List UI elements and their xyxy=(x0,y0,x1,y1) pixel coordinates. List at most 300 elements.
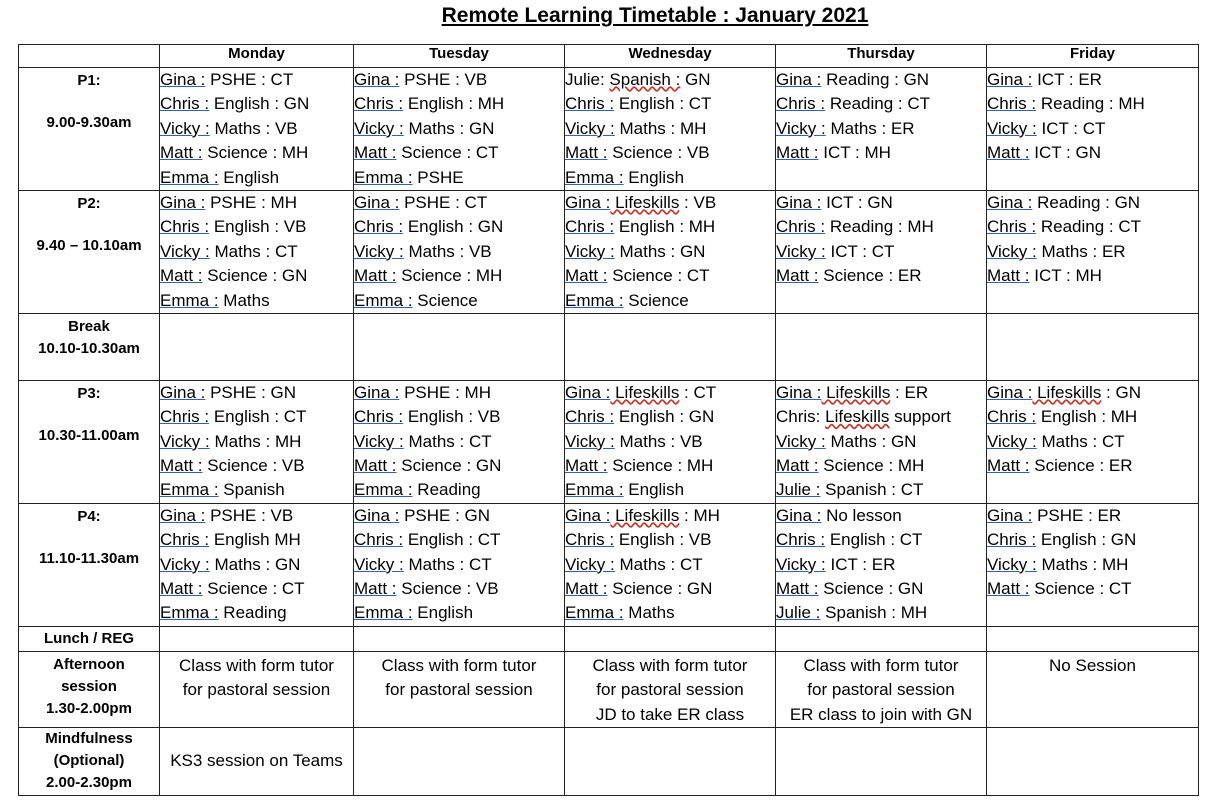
student-name: Chris : xyxy=(987,217,1037,237)
lesson-detail: Maths : CT xyxy=(209,241,298,261)
lesson-entry xyxy=(987,381,1198,405)
student-name: Gina : xyxy=(160,70,206,89)
lesson-entry xyxy=(776,68,986,92)
lesson-cell-thursday xyxy=(776,503,987,626)
lesson-entry xyxy=(565,405,775,429)
lesson-detail: English : CT xyxy=(825,530,923,550)
student-name: Matt : xyxy=(565,143,608,163)
break-label xyxy=(19,313,160,380)
period-label xyxy=(19,68,160,191)
lesson-entry xyxy=(776,601,986,625)
student-name: Gina : xyxy=(776,505,822,525)
subject-text: Spanish : xyxy=(609,70,681,89)
lesson-detail: PSHE : VB xyxy=(399,70,488,89)
lesson-entry xyxy=(776,430,986,454)
lesson-entry xyxy=(160,577,353,601)
afternoon-text: Class with form tutor xyxy=(179,655,334,675)
lesson-entry xyxy=(987,117,1198,141)
break-title: Break xyxy=(68,317,110,335)
lunch-row xyxy=(19,626,1199,651)
lesson-cell-tuesday xyxy=(354,380,565,503)
lesson-detail: PSHE : MH xyxy=(399,382,491,402)
mindfulness-row xyxy=(19,728,1199,796)
student-name: Vicky : xyxy=(160,118,210,138)
student-name: Matt : xyxy=(987,143,1030,163)
lesson-detail: English xyxy=(623,480,685,500)
student-name: Vicky : xyxy=(354,118,404,138)
student-name: Emma : xyxy=(354,480,413,500)
lesson-detail: Reading xyxy=(218,603,287,623)
student-name: Chris : xyxy=(565,530,615,550)
lesson-entry xyxy=(354,117,564,141)
break-row xyxy=(19,313,1199,380)
student-name: Vicky : xyxy=(987,118,1037,138)
lesson-detail: ICT : GN xyxy=(1029,143,1101,163)
lesson-entry xyxy=(160,528,353,552)
student-name: Matt : xyxy=(776,456,819,476)
period-name: P3: xyxy=(77,384,101,402)
student-name: Julie : xyxy=(776,480,821,500)
lesson-entry xyxy=(776,264,986,288)
lesson-entry xyxy=(565,504,775,528)
lesson-detail: Maths : ER xyxy=(1036,241,1126,261)
student-name: Vicky : xyxy=(354,554,404,574)
student-name: Gina : xyxy=(354,192,400,212)
lesson-entry xyxy=(354,240,564,264)
lesson-entry xyxy=(776,381,986,405)
lesson-detail: Science : MH xyxy=(396,266,503,286)
lesson-entry xyxy=(160,381,353,405)
lesson-detail: : VB xyxy=(679,192,717,212)
lesson-entry xyxy=(160,601,353,625)
afternoon-text: Class with form tutor xyxy=(803,655,959,675)
subject-text: Lifeskills xyxy=(1032,382,1102,402)
lesson-entry xyxy=(354,454,564,478)
student-name: Gina : xyxy=(987,382,1033,402)
lesson-cell-monday xyxy=(160,503,354,626)
lesson-detail: PSHE : VB xyxy=(205,505,294,525)
afternoon-cell-thursday xyxy=(776,651,987,727)
lesson-detail: Science : VB xyxy=(202,456,305,476)
afternoon-text: ER class to join with GN xyxy=(789,704,973,724)
lesson-cell-friday xyxy=(987,380,1199,503)
lesson-entry xyxy=(354,601,564,625)
lesson-entry xyxy=(565,141,775,165)
student-name: Vicky : xyxy=(160,554,210,574)
lesson-entry xyxy=(776,141,986,165)
lesson-detail: Spanish xyxy=(218,480,285,500)
lesson-detail: ICT : GN xyxy=(821,192,893,212)
student-name: Matt : xyxy=(354,456,397,476)
lunch-cell xyxy=(776,626,987,651)
lesson-entry xyxy=(987,454,1198,478)
break-cell xyxy=(354,313,565,380)
student-name: Emma : xyxy=(565,167,624,187)
student-name: Gina : xyxy=(987,192,1033,212)
lesson-entry xyxy=(160,191,353,215)
student-name: Chris : xyxy=(987,407,1037,427)
lesson-entry xyxy=(565,381,775,405)
student-name: Gina : xyxy=(354,505,400,525)
lesson-entry xyxy=(776,478,986,502)
afternoon-label xyxy=(19,651,160,727)
lesson-entry xyxy=(987,92,1198,116)
student-name: Vicky : xyxy=(987,554,1037,574)
lesson-entry xyxy=(565,191,775,215)
lesson-entry xyxy=(354,553,564,577)
student-name: Emma : xyxy=(565,290,624,310)
lesson-detail: English MH xyxy=(209,530,301,550)
student-name: Vicky : xyxy=(160,431,210,451)
lesson-entry xyxy=(565,92,775,116)
lesson-entry xyxy=(160,289,353,313)
student-name: Matt : xyxy=(776,143,819,163)
lesson-entry xyxy=(354,478,564,502)
period-row-p3 xyxy=(19,380,1199,503)
lesson-entry xyxy=(354,92,564,116)
student-name: Matt : xyxy=(354,266,397,286)
lesson-detail: Reading : MH xyxy=(825,217,934,237)
student-name: Vicky : xyxy=(987,241,1037,261)
day-header-thursday: Thursday xyxy=(776,45,987,68)
student-name: Emma : xyxy=(160,290,219,310)
lesson-detail: Maths : GN xyxy=(614,241,706,261)
lunch-cell xyxy=(565,626,776,651)
lesson-entry xyxy=(987,430,1198,454)
lesson-detail: English : MH xyxy=(1036,407,1138,427)
lesson-detail: English : MH xyxy=(403,94,505,114)
lesson-entry xyxy=(987,191,1198,215)
student-name: Matt : xyxy=(776,579,819,599)
student-name: Gina : xyxy=(776,70,822,89)
student-name: Emma : xyxy=(160,603,219,623)
lesson-detail: Science : GN xyxy=(818,579,924,599)
lesson-detail: : ER xyxy=(890,382,929,402)
student-name: Emma : xyxy=(160,480,219,500)
lesson-detail: Maths : MH xyxy=(209,431,302,451)
student-name: Chris: xyxy=(776,407,826,427)
subject-text: Lifeskills xyxy=(610,505,680,525)
lesson-entry xyxy=(776,215,986,239)
student-name: Chris : xyxy=(776,94,826,114)
student-name: Matt : xyxy=(987,579,1030,599)
student-name: Julie : xyxy=(776,603,821,623)
lesson-detail: : GN xyxy=(1101,382,1141,402)
lesson-detail: English xyxy=(623,167,685,187)
student-name: Gina : xyxy=(565,382,611,402)
lesson-detail: Science : CT xyxy=(1029,579,1132,599)
break-cell xyxy=(160,313,354,380)
lesson-detail: PSHE : ER xyxy=(1032,505,1122,525)
lunch-label: Lunch / REG xyxy=(19,626,160,651)
period-label xyxy=(19,380,160,503)
lesson-entry xyxy=(354,215,564,239)
lesson-detail: : MH xyxy=(679,505,720,525)
lesson-detail: Reading : MH xyxy=(1036,94,1145,114)
lesson-entry xyxy=(354,141,564,165)
lesson-detail: Maths : ER xyxy=(825,118,915,138)
lunch-cell xyxy=(987,626,1199,651)
lesson-detail: : CT xyxy=(679,382,717,402)
lesson-entry xyxy=(354,68,564,92)
lesson-cell-tuesday xyxy=(354,68,565,191)
lesson-entry xyxy=(565,166,775,190)
student-name: Gina : xyxy=(354,382,400,402)
lesson-entry xyxy=(354,430,564,454)
student-name: Emma : xyxy=(354,603,413,623)
lesson-detail: ICT : ER xyxy=(825,554,896,574)
lesson-detail: ICT : ER xyxy=(1032,70,1102,89)
student-name: Gina : xyxy=(160,382,206,402)
subject-text: Lifeskills xyxy=(825,407,890,427)
subject-text: Lifeskills xyxy=(610,382,680,402)
student-name: Matt : xyxy=(776,266,819,286)
student-name: Emma : xyxy=(565,603,624,623)
lesson-entry xyxy=(160,478,353,502)
lesson-detail: Maths : CT xyxy=(1036,431,1125,451)
student-name: Chris : xyxy=(354,217,404,237)
lesson-entry xyxy=(354,289,564,313)
student-name: Chris : xyxy=(160,94,210,114)
student-name: Matt : xyxy=(160,143,203,163)
lesson-cell-thursday xyxy=(776,190,987,313)
lesson-entry xyxy=(565,68,775,92)
lesson-detail: PSHE xyxy=(412,167,464,187)
break-cell xyxy=(776,313,987,380)
lesson-cell-thursday xyxy=(776,380,987,503)
lesson-entry xyxy=(354,405,564,429)
afternoon-row xyxy=(19,651,1199,727)
lesson-detail: English : VB xyxy=(403,407,501,427)
lesson-cell-wednesday xyxy=(565,503,776,626)
mindfulness-cell xyxy=(354,728,565,796)
subject-text: Lifeskills xyxy=(821,382,891,402)
lesson-entry xyxy=(160,240,353,264)
lesson-entry xyxy=(776,117,986,141)
student-name: Chris : xyxy=(354,530,404,550)
lesson-detail: English : CT xyxy=(209,407,307,427)
student-name: Chris : xyxy=(776,530,826,550)
lesson-detail: Science : GN xyxy=(607,579,713,599)
lesson-entry xyxy=(354,264,564,288)
student-name: Vicky : xyxy=(160,241,210,261)
student-name: Chris : xyxy=(160,530,210,550)
lesson-detail: English : VB xyxy=(209,217,307,237)
page-title: Remote Learning Timetable : January 2021 xyxy=(441,4,869,27)
afternoon-text: for pastoral session xyxy=(385,680,533,700)
lesson-entry xyxy=(565,478,775,502)
lesson-detail: Maths xyxy=(218,290,270,310)
lesson-entry xyxy=(160,454,353,478)
lesson-detail: English : VB xyxy=(614,530,712,550)
lunch-cell xyxy=(354,626,565,651)
lesson-detail: GN xyxy=(680,70,711,89)
lesson-entry xyxy=(987,68,1198,92)
lesson-entry xyxy=(160,141,353,165)
period-label xyxy=(19,190,160,313)
student-name: Matt : xyxy=(354,143,397,163)
lesson-entry xyxy=(354,528,564,552)
lesson-detail: Reading : GN xyxy=(1032,192,1141,212)
lesson-entry xyxy=(160,430,353,454)
lesson-entry xyxy=(160,166,353,190)
lesson-entry xyxy=(987,504,1198,528)
lesson-entry xyxy=(776,553,986,577)
afternoon-subtitle: session xyxy=(61,677,117,695)
lesson-detail: Maths : VB xyxy=(209,118,298,138)
lesson-entry xyxy=(987,553,1198,577)
lesson-detail: support xyxy=(889,407,951,427)
lesson-detail: English : CT xyxy=(614,94,712,114)
student-name: Matt : xyxy=(565,456,608,476)
lesson-detail: Science : MH xyxy=(202,143,309,163)
day-header-tuesday: Tuesday xyxy=(354,45,565,68)
student-name: Gina : xyxy=(565,505,611,525)
afternoon-text: for pastoral session xyxy=(807,680,955,700)
lesson-entry xyxy=(776,191,986,215)
break-time: 10.10-10.30am xyxy=(38,339,140,357)
lesson-entry xyxy=(160,215,353,239)
mindfulness-title: Mindfulness xyxy=(45,730,133,748)
lesson-entry xyxy=(565,430,775,454)
lesson-entry xyxy=(160,553,353,577)
afternoon-text: JD to take ER class xyxy=(595,704,745,724)
student-name: Matt : xyxy=(987,456,1030,476)
break-cell xyxy=(987,313,1199,380)
lesson-detail: English : GN xyxy=(209,94,310,114)
lesson-detail: Science xyxy=(412,290,478,310)
lesson-detail: Reading xyxy=(412,480,481,500)
lesson-cell-monday xyxy=(160,68,354,191)
lesson-entry xyxy=(354,191,564,215)
student-name: Julie: xyxy=(565,70,610,89)
lesson-entry xyxy=(160,405,353,429)
student-name: Emma : xyxy=(565,480,624,500)
lesson-detail: Spanish : CT xyxy=(820,480,924,500)
afternoon-cell-wednesday xyxy=(565,651,776,727)
afternoon-text: for pastoral session xyxy=(182,680,331,700)
lesson-entry xyxy=(565,215,775,239)
student-name: Chris : xyxy=(987,530,1037,550)
student-name: Vicky : xyxy=(776,431,826,451)
lesson-detail: PSHE : MH xyxy=(205,192,297,212)
student-name: Chris : xyxy=(160,407,210,427)
student-name: Gina : xyxy=(776,192,822,212)
subject-text: Lifeskills xyxy=(610,192,680,212)
timetable xyxy=(18,44,1199,796)
student-name: Chris : xyxy=(565,217,615,237)
lesson-entry xyxy=(565,117,775,141)
lesson-detail: Maths : CT xyxy=(403,431,492,451)
lesson-cell-thursday xyxy=(776,68,987,191)
day-header-monday: Monday xyxy=(160,45,354,68)
day-header-wednesday: Wednesday xyxy=(565,45,776,68)
lesson-cell-friday xyxy=(987,190,1199,313)
lesson-detail: Science : CT xyxy=(202,579,305,599)
student-name: Gina : xyxy=(354,70,400,89)
lesson-detail: Science xyxy=(623,290,689,310)
lesson-detail: ICT : CT xyxy=(1036,118,1106,138)
student-name: Chris : xyxy=(160,217,210,237)
lesson-entry xyxy=(354,381,564,405)
period-name: P2: xyxy=(77,194,101,212)
lesson-detail: Science : CT xyxy=(396,143,499,163)
afternoon-title: Afternoon xyxy=(53,655,125,673)
period-name: P4: xyxy=(77,507,101,525)
student-name: Emma : xyxy=(354,167,413,187)
lesson-detail: Maths : GN xyxy=(403,118,495,138)
student-name: Vicky : xyxy=(776,241,826,261)
student-name: Matt : xyxy=(160,579,203,599)
student-name: Matt : xyxy=(354,579,397,599)
afternoon-cell-tuesday xyxy=(354,651,565,727)
lesson-entry xyxy=(565,577,775,601)
afternoon-time: 1.30-2.00pm xyxy=(46,699,132,717)
lesson-entry xyxy=(776,405,986,429)
mindfulness-cell xyxy=(565,728,776,796)
student-name: Vicky : xyxy=(565,431,615,451)
lesson-detail: Science : VB xyxy=(607,143,710,163)
lesson-entry xyxy=(776,240,986,264)
period-name: P1: xyxy=(77,72,101,89)
lesson-entry xyxy=(776,92,986,116)
afternoon-text: for pastoral session xyxy=(596,680,744,700)
day-header-friday: Friday xyxy=(987,45,1199,68)
lesson-cell-monday xyxy=(160,190,354,313)
lesson-entry xyxy=(160,117,353,141)
lesson-detail: ICT : MH xyxy=(1029,266,1102,286)
period-time: 9.40 – 10.10am xyxy=(36,236,142,254)
lesson-detail: Science : ER xyxy=(1029,456,1133,476)
lesson-entry xyxy=(354,577,564,601)
lesson-cell-tuesday xyxy=(354,190,565,313)
lesson-detail: English xyxy=(218,167,280,187)
lesson-detail: Maths : MH xyxy=(614,118,707,138)
lesson-detail: English : GN xyxy=(614,407,715,427)
lesson-entry xyxy=(776,528,986,552)
lesson-entry xyxy=(565,528,775,552)
student-name: Vicky : xyxy=(565,118,615,138)
lesson-detail: Science : ER xyxy=(818,266,922,286)
period-row-p1 xyxy=(19,68,1199,191)
mindfulness-optional: (Optional) xyxy=(53,752,125,770)
lesson-detail: ICT : MH xyxy=(818,143,891,163)
student-name: Matt : xyxy=(160,266,203,286)
lesson-cell-wednesday xyxy=(565,68,776,191)
lesson-detail: PSHE : CT xyxy=(205,70,294,89)
lesson-detail: Maths : GN xyxy=(825,431,917,451)
lesson-detail: Maths : VB xyxy=(614,431,703,451)
lesson-entry xyxy=(565,601,775,625)
lesson-detail: Maths : CT xyxy=(614,554,703,574)
lesson-cell-monday xyxy=(160,380,354,503)
lesson-entry xyxy=(565,454,775,478)
lesson-entry xyxy=(987,240,1198,264)
student-name: Vicky : xyxy=(565,241,615,261)
lunch-cell xyxy=(160,626,354,651)
lesson-detail: Spanish : MH xyxy=(820,603,928,623)
lesson-entry xyxy=(565,553,775,577)
student-name: Vicky : xyxy=(776,118,826,138)
student-name: Vicky : xyxy=(354,431,404,451)
lesson-entry xyxy=(160,68,353,92)
student-name: Chris : xyxy=(354,407,404,427)
lesson-entry xyxy=(776,504,986,528)
student-name: Gina : xyxy=(987,70,1033,89)
period-label xyxy=(19,503,160,626)
student-name: Vicky : xyxy=(987,431,1037,451)
lesson-entry xyxy=(776,577,986,601)
